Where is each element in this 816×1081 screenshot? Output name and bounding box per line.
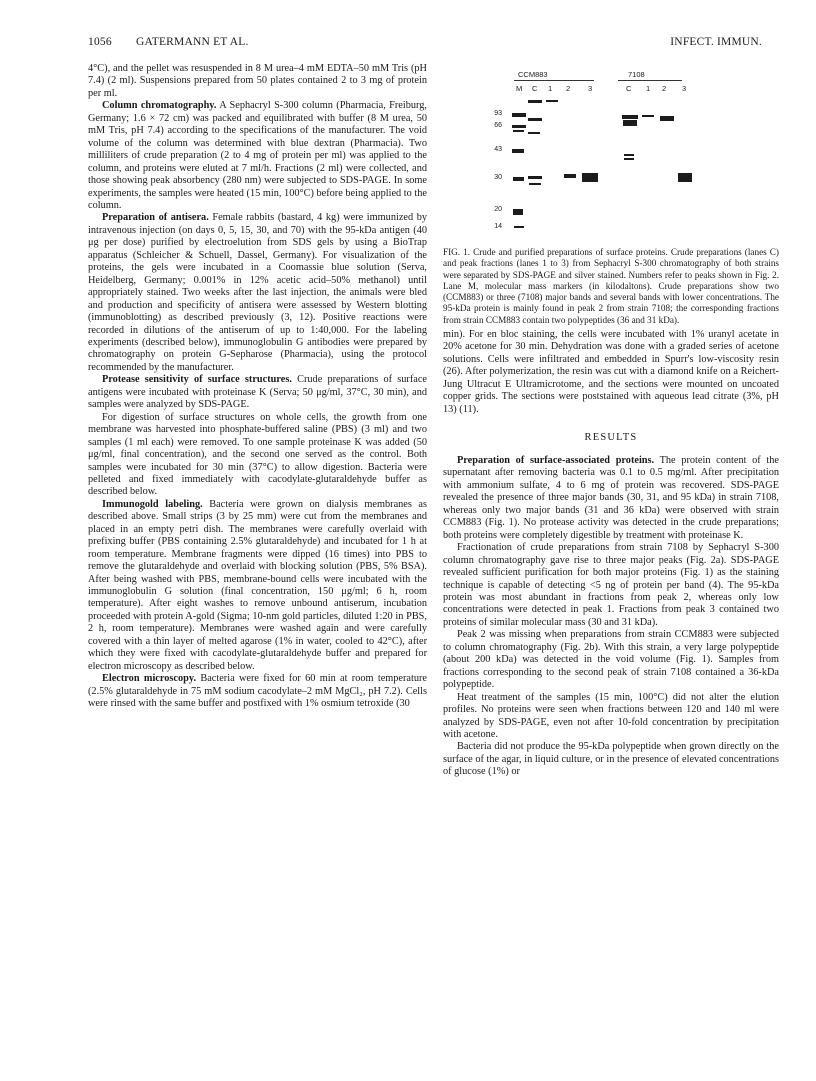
left-column xyxy=(88,63,427,711)
gel-bands xyxy=(500,70,720,240)
lane-label: 2 xyxy=(662,84,667,93)
paragraph-column-chromatography xyxy=(88,100,427,212)
section-runin-heading: Immunogold labeling. xyxy=(102,498,203,510)
lane-label: 3 xyxy=(682,84,687,93)
paragraph-immunogold xyxy=(88,499,427,673)
paragraph: Peak 2 was missing when preparations from strain CCM883 were subjected to column chromatography (Fig. 2b). With this strain, a very large polypeptide (about 200 kDa) was detected in the void volume (Fig. 1). Samples from fractions corresponding to the second peak of strain 7108 contained a 36-kDa polypeptide. xyxy=(443,629,779,691)
caption-label: FIG. 1. xyxy=(443,247,471,257)
section-runin-heading: Electron microscopy. xyxy=(102,673,197,685)
gel-band xyxy=(546,100,558,102)
paragraph-preparation-surface-proteins xyxy=(443,455,779,542)
gel-band xyxy=(582,173,598,182)
paragraph: For digestion of surface structures on whole cells, the growth from one membrane was harvested into phosphate-buffered saline (PBS) (3 ml) and two samples (1 ml each) were removed. To one sample proteinase K was added (50 μg/ml, final concentration), and the second one served as the control. Both samples were incubated for 30 min (37°C) to allow digestion. Bacteria were pelleted and fixed immediately with cacodylate-glutaraldehyde buffer as described below. xyxy=(88,411,427,498)
gel-band xyxy=(528,132,540,134)
right-column-results xyxy=(443,455,779,779)
gel-band xyxy=(514,226,524,228)
section-heading-results: RESULTS xyxy=(584,432,638,443)
gel-band xyxy=(564,174,576,178)
lane-label: C xyxy=(626,84,632,93)
gel-band xyxy=(528,118,542,121)
right-column-top xyxy=(443,329,779,416)
mw-marker-label: 93 xyxy=(494,110,502,117)
paragraph: Fractionation of crude preparations from strain 7108 by Sephacryl S-300 column chromatography gave rise to three major peaks (Fig. 2a). SDS-PAGE revealed sufficient purification for both major proteins (Fig. 1) as the staining technique is capable of detecting <5 ng of protein per band (4). The 95-kDa protein was most abundant in fractions from peak 2, whereas only low concentrations were detected in peak 1. Fractions from peak 3 contained two proteins of similar molecular mass (30 and 31 kDa). xyxy=(443,542,779,628)
gel-band xyxy=(512,149,524,153)
paragraph-text: Female rabbits (bastard, 4 kg) were immunized by intravenous injection (on days 0, 5, 15, 30, and 70) with the 95-kDa antigen (40 μg per dose) purified by electroelution from SDS gels by using a BioTrap apparatus (Schleicher & Schuell, Dassel, Germany). For visualization of the proteins, the gels were incubated in a Coomassie blue solution (Serva, Heidelberg, Germany; 0.001% in 12% acetic acid–50% methanol) until appropriately stained. Two weeks after the last injection, the animals were bled and production and specificity of antisera were assessed by Western blotting (immunoblotting) as described previously (3, 12). Positive reactions were recorded in dilutions of the antiserum of up to 1:40,000. For the labeling experiments (described below), immunoglobulin G antibodies were prepared by chromatography on protein G-Sepharose (Pharmacia), using the protocol recommended by the manufacturer. xyxy=(88,212,427,373)
paragraph-protease-sensitivity xyxy=(88,374,427,411)
paragraph-text: Bacteria were grown on dialysis membranes as described above. Small strips (3 by 25 mm) were cut from the membranes and placed in an empty petri dish. The membranes were carefully overlaid with prefixing buffer (PBS containing 2.5% glutaraldehyde) and incubated for 1 h at room temperature. Membrane fragments were dipped (16 times) into PBS to remove the glutaraldehyde and overlaid with blocking solution (PBS, 5% BSA). After being washed with PBS, membrane-bound cells were incubated with the immunoglobulin G solution (final concentration, 150 μg/ml; 6 h, room temperature). After eight washes to remove unbound antiserum, incubation proceeded with protein A-gold (Sigma; 10-nm gold particles, diluted 1:20 in PBS, 2 h, room temperature). Membranes were washed again and were carefully covered with a thin layer of melted agarose (1% in water, cooled to 42°C), after which they were fixed with cacodylate-glutaraldehyde buffer and prepared for electron microscopy as described below. xyxy=(88,498,427,672)
page-number: 1056 xyxy=(88,36,112,48)
gel-band xyxy=(623,120,637,126)
paragraph: Bacteria did not produce the 95-kDa polypeptide when grown directly on the surface of the agar, in liquid culture, or in the presence of elevated concentrations of glucose (1%) or xyxy=(443,741,779,778)
mw-marker-label: 30 xyxy=(494,174,502,181)
group-label-ccm883: CCM883 xyxy=(518,70,548,79)
paragraph-text: A Sephacryl S-300 column (Pharmacia, Freiburg, Germany; 1.6 × 72 cm) was packed and equilibrated with buffer (8 M urea, 50 mM Tris, pH 7.4) according to the specifications of the manufacturer. The void volume of the column was determined with blue dextran (Pharmacia). Two milliliters of crude preparation (2 to 4 mg of protein per ml) was applied to the column, and proteins were eluted at 7 ml/h. Fractions (2 ml) were collected, and those showing peak absorbency (280 nm) were subjected to SDS-PAGE. In some experiments, the samples were heated (15 min, 100°C) before being applied to the column. xyxy=(88,100,427,211)
section-runin-heading: Protease sensitivity of surface structures. xyxy=(102,374,292,386)
lane-label: 1 xyxy=(548,84,553,93)
group-label-7108: 7108 xyxy=(628,70,645,79)
section-runin-heading: Preparation of antisera. xyxy=(102,212,209,224)
paragraph: 4°C), and the pellet was resuspended in 8 M urea–4 mM EDTA–50 mM Tris (pH 7.4) (2 ml). Suspensions prepared from 50 plates contained 2 to 3 mg of protein per ml. xyxy=(88,63,427,99)
section-runin-heading: Column chromatography. xyxy=(102,100,217,112)
gel-band xyxy=(678,173,692,182)
gel-band xyxy=(528,100,542,103)
paragraph-text: Crude preparations of surface antigens were incubated with proteinase K (Serva; 50 μg/ml, 37°C, 30 min), and samples were analyzed by SDS-PAGE. xyxy=(88,374,427,411)
paragraph-text: Bacteria were fixed for 60 min at room temperature (2.5% glutaraldehyde in 75 mM sodium cacodylate–2 mM MgCl₂, pH 7.2). Cells were rinsed with the same buffer and postfixed with 1% osmium tetroxide (30 xyxy=(88,673,427,710)
paragraph: Heat treatment of the samples (15 min, 100°C) did not alter the elution profiles. No proteins were seen when fractions between 120 and 140 ml were analyzed by SDS-PAGE, even not after 10-fold concentration by precipitation with acetone. xyxy=(443,691,779,740)
gel-band xyxy=(622,115,638,119)
running-authors: GATERMANN ET AL. xyxy=(136,36,249,48)
paragraph-preparation-antisera xyxy=(88,212,427,374)
journal-name: INFECT. IMMUN. xyxy=(670,36,762,48)
gel-band xyxy=(513,177,524,181)
paragraph-text: The protein content of the supernatant after removing bacteria was 0.1 to 0.5 mg/ml. After precipitation with ammonium sulfate, 4 to 6 mg of protein was recovered. SDS-PAGE revealed the presence of three major bands (30, 31, and 95 kDa) in strain 7108, whereas only two major bands (31 and 36 kDa) were observed with strain CCM883 (Fig. 1). No protease activity was detected in the crude preparations; both proteins were completely digestible by treatment with proteinase K. xyxy=(443,455,779,541)
figure-caption xyxy=(443,247,779,326)
section-runin-heading: Preparation of surface-associated proteins. xyxy=(457,455,655,466)
lane-label: 3 xyxy=(588,84,593,93)
mw-marker-label: 43 xyxy=(494,146,502,153)
mw-marker-label: 14 xyxy=(494,223,502,230)
paragraph-electron-microscopy xyxy=(88,673,427,710)
gel-band xyxy=(642,115,654,117)
lane-label: 2 xyxy=(566,84,571,93)
gel-band xyxy=(512,113,526,117)
figure-gel-image xyxy=(494,70,720,240)
paragraph: min). For en bloc staining, the cells were incubated with 1% uranyl acetate in 20% acetone for 30 min. Dehydration was done with a graded series of acetone solutions. Cells were infiltrated and embedded in Spurr's low-viscosity resin (26). After polymerization, the resin was cut with a diamond knife on a Reichert-Jung Ultracut E Ultramicrotome, and the sections were mounted on uncoated copper grids. The sections were poststained with aqueous lead citrate (3%, pH 13) (11). xyxy=(443,329,779,415)
gel-band xyxy=(512,125,526,128)
lane-label: 1 xyxy=(646,84,651,93)
mw-marker-label: 20 xyxy=(494,206,502,213)
gel-band xyxy=(660,116,674,121)
gel-band xyxy=(528,176,542,179)
running-header xyxy=(88,36,762,56)
gel-band xyxy=(513,209,523,215)
gel-band xyxy=(513,130,524,132)
lane-label: C xyxy=(532,84,538,93)
gel-band xyxy=(529,183,541,185)
caption-text: Crude and purified preparations of surface proteins. Crude preparations (lanes C) and peak fractions (lanes 1 to 3) from Sephacryl S-300 chromatography of both strains were separated by SDS-PAGE and silver stained. Numbers refer to peaks shown in Fig. 2. Lane M, molecular mass markers (in kilodaltons). Crude preparations show two (CCM883) or three (7108) major bands and several bands with lower concentrations. The 95-kDa protein is mainly found in peak 2 from strain 7108; the corresponding fractions from strain CCM883 contain two polypeptides (36 and 31 kDa). xyxy=(443,247,779,325)
mw-marker-label: 66 xyxy=(494,122,502,129)
gel-band xyxy=(624,158,634,160)
gel-band xyxy=(624,154,634,156)
lane-label: M xyxy=(516,84,523,93)
